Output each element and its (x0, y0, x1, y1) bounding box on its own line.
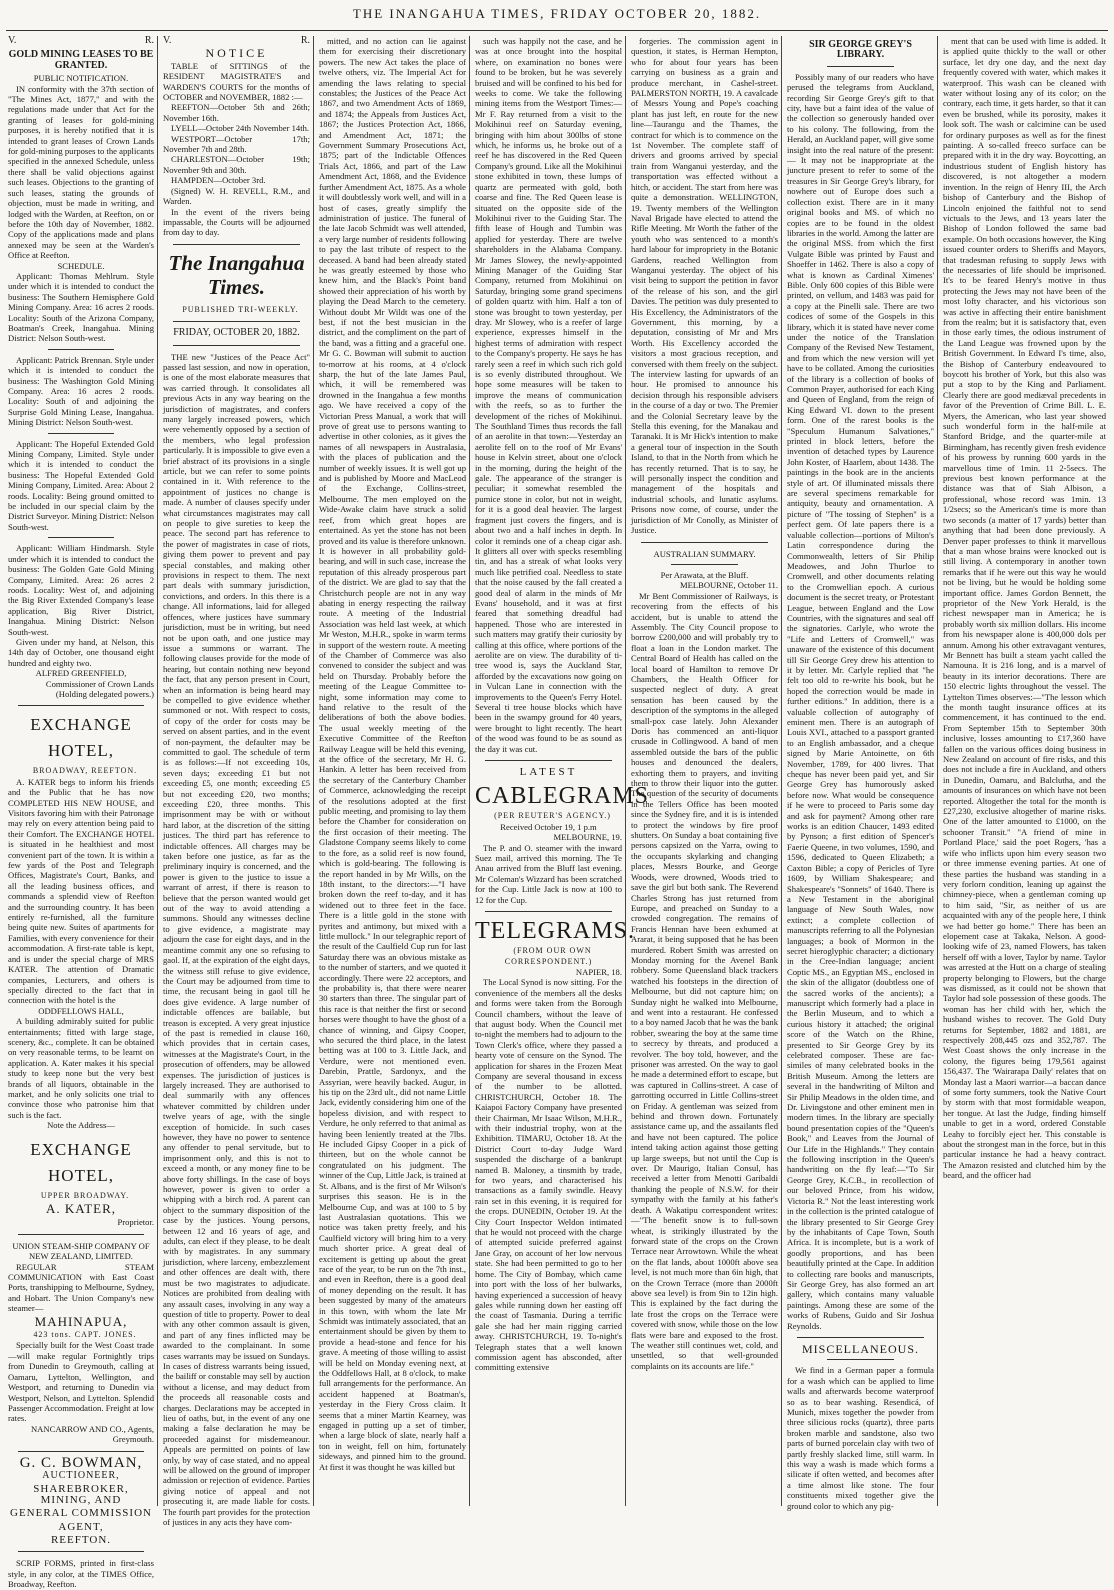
divider (797, 1337, 924, 1338)
column-divider (625, 36, 626, 1506)
note-address: Note the Address— (47, 1120, 115, 1131)
divider (173, 345, 300, 346)
miscellaneous-title: MISCELLANEOUS. (801, 1341, 919, 1356)
divider (18, 1551, 144, 1552)
proprietor-label: Proprietor. (117, 1217, 154, 1228)
telegrams-title: TELEGRAMS. (475, 918, 635, 945)
australian-body: Mr Bent Commissioner of Railways, is recovering from the effects of his accident, but is unable to attend the Assembly. The City Council propose to borrow £200,000 and will probably try to float a loan in the London market. The Central Board of Health has called on the local board of Hamilton to remove Dr Chambers, the Health Officer for suspected neglect of duty. A great sensation has been caused by the description of the symptoms in the alleged small-pox case lately. John Alexander Doris has commenced an anti-liquor crusade in Collingwood. A band of men assembled outside the bars of the public houses and denounced the dealers, exhorting them to prayers, and inviting them to throw their liquor into the gutter. The question of the security of documents in the Tellers Office has been mooted since the Sydney fire, and it is is intended to protect the windows by fire proof shutters. On Sunday a boat containing five persons capsized on the Yarra, owing to the occupants skylarking and changing places, Messrs Bourke, and George Woods, were drowned, Woods tried to save the girl but both sank. The Reverend Charles Strong has just returned from Europe, and preached on Sunday to a crowded congregation. The remains of Francis Hennan have been exhumed at Ararat, it being supposed that he has been murdered. Robert Smith was arrested on Monday morning for the Avenel Bank robbery. Some Queensland black trackers watched his footsteps in the direction of Melbourne, but did not capture him; on Sunday night he walked into Melbourne, and went into a restaurant. He confessed to a boy named Jacob that he was the bank robber, swearing the boy at the same time to secrecy by threats, and produced a revolver. The boy told, however, and the prisoner was arrested. On the way to gaol he made a determined effort to escape, but was captured in Collins-street. A case of garrotting occurred in Little Collins-street on Friday. A gentleman was seized from behind and thrown down. Fortunately assistance came up, and the assailants fled and have not been captured. The police intend taking action against those getting up large sweeps, but not until the Cup is over. Dr Maurigo, Italian Consul, has received a letter from Menotti Garibaldi thanking the people of N.S.W. for their sympathy with the family at his father's death. A Wakatipu correspondent writes:—"The benefit snow is to full-sown wheat, is strikingly illustrated by the forward state of the crops on the Crown Terrace near Arrowtown. While the wheat on the flat lands, about 1000ft above sea level, is not much more than 6in high, that on the Crown Terrace (more than 2000ft above sea level) is from 9in to 12in high. This is explained by the fact during the late frost the crops on the Terrace were covered with snow, while those on the low flats were bare and exposed to the frost. The weather still continues wet, cold, and unsettled, so that well-grounded complaints on its accounts are life." (631, 590, 778, 1371)
applicant-entry: Applicant: The Hopeful Extended Gold Mining Company, Limited. Style under which it is intended to conduct the business: The Hopeful Extended Gold Mining Company, Limited. Area: About 2 roods. Locality: Being ground omitted to be included in our special claim by the District Surveyor. Mining District: Nelson South-west. (8, 438, 154, 532)
royal-cipher: V. R. (8, 35, 154, 46)
signature-name: ALFRED GREENFIELD, (35, 668, 127, 679)
column-3 (317, 36, 468, 1508)
miscellaneous-body: We find in a German paper a formula for a wash which can be applied to lime walls and afterwards become waterproof so as to bear washing. Resendicá, of Munich, mixes together the powder from three silicious rocks (quartz), three parts broken marble and sandstone, also two parts of burned porcelain clay with two of partly freshly slacked lime, still warm. In this way a wash is made which forms a silicate if often wetted, and becomes after a time almost like stone. The four constituents mixed together give the ground color to which any pig- (787, 1365, 934, 1511)
reuter-label: (PER REUTER'S AGENCY.) (494, 811, 611, 821)
column-6 (785, 36, 936, 1511)
dateline: MELBOURNE, 19. (553, 832, 622, 843)
column-4 (473, 36, 650, 1508)
divider (671, 564, 738, 565)
given-text: Given under my hand, at Nelson, this 14th day of October, one thousand eight hundred and eighty two. (8, 636, 154, 668)
editorial-body: THE new "Justices of the Peace Act" passed last session, and now in operation, is one of the most elaborate measures that was carried through. It consolidates all previous Acts in any way bearing on the jurisdiction of magistrates, and confers many largely increased powers, which were vehemently opposed by a section of the members, who legal profession particularly. It is impossible to give even a brief abstract of its provisions in a single article, but we can refer to some points contained in it. With reference to the appointment of justices no change is made. A number of clauses specify under what circumstances magistrates may call on people to give sureties to keep the peace. The second part has reference to the power of magistrates in case of riots, giving them power to prevent and pay special constables, and making other provisions in respect to them. The next part deals with summary jurisdiction, convictions, and orders. In this there is a change. All informations, laid for alleged offences, where justices have summary jurisdiction, must be in writing, but need not be upon oath, and one justice may issue a summons or warrant. The following clauses provide for the mode of hearing, but contain nothing new beyond the fact, that any person present in Court, when an information is being heard may be compelled to give evidence whether summoned or not. With respect to costs, of copy of the order for costs may be served on absent parties, and in the event of non-payment, the defaulter may be committed to gaol. The schedule of term is as follows:—If not exceeding 10s, seven days; exceeding £1 but not exceeding £5, one month; exceeding £5 but not exceeding £20, two months; exceeding £20, three months. This imprisonment may be with or without hard labor, at the discretion of the sitting justices. The third part has reference to indictable offences. All charges may be taken before one justice, as far as the preliminary inquiry is concerned, and the power is given to the justice to issue a warrant of arrest, if there is reason to believe that the person wanted would get out of the way to avoid attending a summons. Should any witnesses decline to give evidence, a magistrate may adjourn the case for eight days, and in the meantime commit any one so refusing to gaol. If, at the expiration of the eight days, the witness still refuse to give evidence, the Court may be adjourned from time to time, the recusant being in gaol till he does give evidence. A large number of indictable offences are bailable, but treason is excepted. A very great injustice of the past is remedied in clause 160, which provides that in certain cases, witnesses at the Magistrate's Court, in the prosecution of offenders, may be allowed expenses. The jurisdiction of justices is largely increased. They are authorised to deal summarily with any offences whatever committed by children under twelve years of age, with the single exception of homicide. In such cases however, they have no power to sentence any offender to penal servitude, but to imprisonment only, and this is not to exceed a month, or any money fine to be above forty shillings. In the case of boys however, power is given to order a whipping with a birch rod. A parent can object to the summary disposition of the case by the justices. Young persons, between 12 and 16 years of age, and adults, can elect if they please, to be dealt with by magistrates. In any summary jurisdiction, where larceny, embezzlement and other offences are dealt with, there must be two magistrates to adjudicate. Notices are prohibited from dealing with any assault cases, involving in any way a question of title to property. Power to deal with any other common assault is given, and part of any fines inflicted may be awarded to the complainant. In some cases warrants may be issued on Sundays. In cases of distress warrants being issued, the bailiff or constable may sell by auction without a license, and may deduct from the proceeds all reasonable costs and charges. Declarations may be accepted in lieu of oaths, but, in the event of any one making a false declaration he may be proceeded against for misdemeanour. Appeals are permitted on points of law only, by way of case stated, and no appeal will be allowed on the ground of improper admission or rejection of evidence. Parties giving notice of appeal and not prosecuting it, are made liable for costs. The fourth part provides for the protection of justices in any acts they have com- (163, 351, 310, 1528)
proprietor-name: A. KATER, (45, 1201, 117, 1216)
dateline: MELBOURNE, October 11. (679, 580, 778, 591)
cablegrams-title: CABLEGRAMS (475, 783, 650, 810)
sitting-entry: WESTPORT—October 17th; November 7th and 28th. (163, 133, 310, 155)
royal-cipher: V. R. (163, 35, 310, 46)
masthead-title: The Inangahua Times. (168, 250, 305, 299)
gold-leases-subtitle: PUBLIC NOTIFICATION. (33, 73, 129, 84)
issue-date: FRIDAY, OCTOBER 20, 1882. (173, 327, 300, 339)
divider (48, 433, 114, 434)
ship-sub: 423 tons. CAPT. JONES. (33, 1330, 137, 1340)
library-title: SIR GEORGE GREY'S LIBRARY. (809, 39, 912, 61)
dateline: NAPIER, 18. (575, 966, 622, 977)
applicant-entry: Applicant: Patrick Brennan. Style under which it is intended to conduct the business: The Washington Gold Mining Company. Area: 16 acres 2 roods. Locality: South of and adjoining the Surprise Gold Mining Lease, Inangahua. Mining District: Nelson South-west. (8, 354, 154, 428)
auctioneer: AUCTIONEER, (42, 1469, 120, 1481)
page-header: THE INANGAHUA TIMES, FRIDAY OCTOBER 20, 1882. (352, 6, 762, 21)
column-divider (469, 36, 470, 1506)
column-5 (629, 36, 780, 1508)
gold-leases-body: IN conformity with the 37th section of "The Mines Act, 1877," and with the regulations made under that Act for the granting of leases for gold-mining purposes, it is hereby notified that it is intended to grant leases of Crown Lands for gold-mining purposes to the applicants specified in the annexed Schedule, unless there shall be valid objections against such leases. Objections to the granting of such leases, stating the grounds of objection, must be made in writing, and lodged with the Warden, at Reefton, on or before the 10th day of November, 1882. Copy of the applications made and plans annexed may be seen at the Warden's Office at Reefton. (8, 83, 154, 261)
sitting-entry: CHARLESTON—October 19th; November 9th and 30th. (163, 154, 310, 175)
column-divider (157, 36, 158, 1506)
scrip-ad: SCRIP FORMS, printed in first-class style, in any color, at the TIMES Office, Broadway, Reefton. (8, 1558, 154, 1590)
divider (48, 537, 114, 538)
divider (18, 1451, 144, 1452)
column-divider (313, 36, 314, 1506)
sitting-entry: REEFTON—October 5th and 26th; November 16th. (163, 102, 310, 123)
australian-summary-title: AUSTRALIAN SUMMARY. (653, 548, 756, 559)
signed: (Signed) W. H. REVELL, R.M., and Warden. (163, 185, 310, 207)
notice-heading: NOTICE (205, 46, 268, 61)
divider (18, 705, 144, 706)
header-rule (6, 30, 1108, 31)
hotel-title: EXCHANGE HOTEL, (30, 715, 132, 761)
ship-name: MAHINAPUA, (34, 1313, 128, 1329)
column-7 (941, 36, 1108, 1508)
divider (173, 244, 300, 245)
received-label: Received October 19, 1 p.m (500, 821, 597, 832)
divider (827, 66, 894, 67)
gold-leases-title: GOLD MINING LEASES TO BE GRANTED. (8, 49, 154, 71)
hotel-place: BROADWAY, REEFTON. (32, 766, 138, 776)
library-body: Possibly many of our readers who have perused the telegrams from Auckland, recording Sir George Grey's gift to that city, have but a faint idea of the value of the collection so generously handed over to his colony. The following, from the Herald, an Auckland paper, will give some insight into the real nature of the present:— It may not be inappropriate at the juncture present to refer to some of the treasures in Sir George Grey's library, for nowhere out of Europe does such a collection exist. There are in it many original books and MS. of which no copies are to be found in the oldest libraries in the world. Among the latter are the original MSS. from which the first Vulgate Bible was printed by Faust and Shoeffer in 1462. There is also a copy of what is known as Cardinal Ximenes' Bible. Only 600 copies of this Bible were printed, on vellum, and 1483 was paid for a copy at the Pinelli sale. There are two codices of some of the Gospels in this library, which it is stated have never come under the notice of the Translation Company of the Revised New Testament, and from which the new version will yet have to be collated. Among the curiosities of the library is a collection of books of Common Prayer, authorised for each King and Queen of England, from the reign of King Edward VI. down to the present form. One of the rarest books is the "Speculum Humanum Salvationes," printed in block letters, before the invention of detached types by Laurence John Koster, of Haarlem, about 1438. The paintings in the book are in the ancients style of art. Of illuminated missals there are several specimens remarkable for antiquity, beauty and ornamentation. A picture of "The tossing of Stephen" is a perfect gem. Of late papers there is a valuable collection—portions of Milton's Latin correspondence during the Commonwealth, letters of Sir Philip Meadowes, and John Thurloe to Cromwell, and other documents relating to the Cromwellian epoch. A curious document is the secret treaty, or Protestant League, between England and the Low Countries, with the signatures and seal off the signatories. Carlyle, who wrote the "Life and Letters of Cromwell," was unaware of the existence of this document till Sir George Grey drew his attention to it by letter. Mr. Carlyle replied that "he felt too old to re-write his book, but he hoped the correction would be made in further editions." In addition, there is a valuable collection of autography of eminent men. There is an autograph of Louis XVI., attached to a passport granted to an English ambassador, and a cheque signed by Marie Antoinette, on 6th November, 1789, for 400 livres. That cheque has never been paid yet, and Sir George Grey has humorously asked before now. What would be consequence if he were to proceed to Paris some day and ask for payment? Among other rare works is an edition Chaucer, 1493 edited by Pynson; a first edition of Spencer's Faerie Queene, in two volumes, 1590, and 1596, dedicated to Queen Elizabeth; a Caxton Bible; a copy of Pericles of Tyre 1609, by William Shakespeare; and Shakespeare's "Sonnets" of 1640. There is a New Testament in the aboriginal language of New South Wales, now extinct; a complete collection of manuscripts referring to all the Polynesian languages; a book of Mormon in the secret hieroglyphic character; a dictionary in the Cree-Indian language; ancient Coptic MS., an Egyptian MS., enclosed in the skin of the alligator (doubtless one of the sacred works of the ancients); a manuscript which formerly had a place in the Berlin Museum, and to which a curious history it attached; the original score of the Watch on the Rhine, presented to Sir George Grey by its celebrated composer. These are fac-similes of many celebrated books in the British Museum. Among the letters are several in the handwriting of Milton and Sir Philip Meadows in the olden time, and Dr. Livingstone and other eminent men in modern times. In the library are specially bound presentation copies of the "Queen's Book," and Leaves from the Journal of Our Life in the Highlands." They contain the following inscription in the Queen's handwriting on the fly leaf:—"To Sir George Grey, K.C.B., in recollection of our beloved Prince, from his widow, Victoria R." Not the least interesting work in the collection is the printed catalogue of the library presented to Sir George Grey by the inhabitants of Cape Town, South Africa. It is incomplete, but is a work of goodly proportions, and has been beautifully printed at the Cape. In addition to collecting rare books and manuscripts, Sir George Grey, has also formed an art gallery, which contains many valuable paintings. Among these are some of the works of Rubens, Guido and Sir Joshua Reynolds. (787, 71, 934, 1331)
divider (485, 911, 612, 912)
hotel-place-2: UPPER BROADWAY. (40, 1190, 130, 1200)
applicant-entry: Applicant: William Hindmarsh. Style under which it is intended to conduct the business: The Golden Gate Gold Mining Company, Limited. Area: 26 acres 2 roods. Locality: West of, and adjoining the Big River Extended Company's lease application, Big River District, Inangahua. Mining District: Nelson South-west. (8, 543, 154, 637)
commission: GENERAL COMMISSION (10, 1507, 152, 1520)
schedule-heading: SCHEDULE. (57, 260, 105, 271)
latest-label: LATEST (519, 766, 578, 779)
news-body: mitted, and no action can lie against them for exercising their discretionary powers. The new Act takes the place of twelve others, viz. The Imperial Act for amending the laws relating to special constables; the Justices of the Peace Act 1867, and two Amendment Acts of 1869, and 1874; the Appeals from Justices Act, 1867; the Justices Protection Act, 1866, and Amendment Act, 1871; the Government Summary Prosecutions Act, 1875; part of the Indictable Offences Trials Act, 1866, and part of the Law Amendment Act, 1868, and the Evidence further Amendment Act, 1875. As a whole it will doubtlessly work well, and will in a host of cases, greatly simplify the administration of justice. The funeral of the late Jacob Schmidt was well attended, a very large number of residents following to pay the last tribute of respect to the deceased. A band had been already stated he was greatly esteemed by those who knew him, and the Black's Point band showed their appreciation of his worth by playing the Dead March to the cemetery. Without doubt Mr Wildt was one of the best, if not the best musician in the district, and the compliment on the part of the band, was a fitting and a graceful one. Mr G. C. Bowman will submit to auction to-morrow at his rooms, at 4 o'clock sharp, the hut of the late James Paul, which, it will be remembered was drowned in the Inangahua a few months ago. We have received a copy of the Victorian Press Manual, a work that will prove of great use to persons wanting to advertise in other colonies, as it gives the names of all newspapers in Australasia, with the places of publication and the number of weekly issues. It is well got up and is published by Moore and MacLeod of the Exchange, Collins-street, Melbourne. The men employed on the Wide-Awake claim have struck a solid reef, from which great hopes are entertained. As yet the stone has not been proved and its value is therefore unknown. It is however in all probability gold-bearing, and will in such case, increase the reputation of this already prosperous part of the district. We are glad to say that the Christchurch people are not in any way abating in energy respecting the railway route. A meeting of the Industrial Association was held last week, at which Mr Weston, M.H.R., spoke in warm terms in support of the western route. A meeting of the Chamber of Commerce was also convened to consider the subject and was held on Thursday. Probably before the meeting of the League Committee to-night, some information may come to hand relative to the result of the deliberations of both the above bodies. The usual weekly meeting of the Executive Committee of the Reefton Railway League will be held this evening, at the office of the secretary, Mr H. G. Hankin. A letter has been received from the secretary of the Canterbury Chamber of Commerce, acknowledging the receipt of the resolutions adopted at the first public meeting, and promising to lay them before the Chamber for consideration on the first occasion of their meeting. The Gladstone Company seems likely to come to the fore, as a solid reef is now found, which is gold-bearing. The following is the report handed in by Mr Wills, on the 18th instant, to the directors:—"I have broken down the reef to-day, and it has widened out to three feet in the face. There is a little gold in the stone with pyrites and antimony, but mixed with a little mullock." In our telegraphic report of the result of the Caulfield Cup run for last Saturday there was an obvious mistake as to the number of starters, and we quoted it accordingly. There were 22 acceptors, and the probability is, that there were nearer 30 starters than three. The singular part of this race is that neither the first or second horses were thought to have the ghost of a chance of winning, and Gipsy Cooper, who secured the third place, in the latest betting was at 100 to 3. Little Jack, and Verdure, were not mentioned even. Darebin, Prattle, Sardonyx, and the Assyrian, were heavily backed. Augur, in his tip on the 23rd ult., did not name Little Jack, evidently considering him one of the hopeless division, and with respect to Verdure, he only referred to that animal as having been leniently treated at the 7lbs. He included Gipsy Cooper in a pick of thirteen, but on the whole cannot be congratulated on his judgment. The winner of the Cup, Little Jack, is trained at St. Albans, and is the first of Mr Wilson's surprises this season. He is in the Melbourne Cup, and was at 100 to 5 by last Australasian quotations. This we notice was taken pretty freely, and his Caulfield victory will bring him to a very much shorter price. A great deal of excitement is getting up about the great race of the year, to be run on the 7th inst., and even in Reefton, there is a good deal of money depending on the result. It has been suggested by many of the amateurs in this town, with whom the late Mr Schmidt was intimately associated, that an entertainment should be given by them to provide a head-stone and fence for his grave. A meeting of those willing to assist will be held on Monday evening next, at the Oddfellows Hall, at 8 o'clock, to make full arrangements for the performance. An accident happened at Boatman's, yesterday in the Fiery Cross claim. It seems that a miner Martin Kearney, was engaged in putting up a set of timber, when a large block of slate, nearly half a ton in weight, fell on him, fortunately sideways, and pinned him to the ground. At first it was thought he was killed but (319, 36, 467, 1472)
agents: NANCARROW AND CO., Agents, Greymouth. (30, 1423, 154, 1445)
telegrams-continued: forgeries. The commission agent in question, it states, is Herman Hempton, who for about four years has been carrying on business as a grain and produce merchant, in Cashel-street. PALMERSTON NORTH, 19. A cavalcade of Messrs Young and Pope's coaching plant has just left, en route for the new line—Taurangu and the Thames, the contract for which is to commence on the 1st November. The complete staff of drivers and grooms arrived by special train from Wanganui yesterday, and the transportation was effected without a hitch, or accident. The start from here was quite a demonstration. WELLINGTON, 19. Twenty members of the Wellington Naval Brigade have elected to attend the Rifle Meeting. Mr Worth the father of the youth who was sentenced to a month's hard labour for impropriety in the Botanic Gardens, reached Wellington from Wanganui yesterday. The object of his visit being to support the petition in favor of the release of his son, and the girl Davies. The petition was duly presented to His Excellency, the Administrators of the Government, this morning, by a deputation, consisting of Mr and Mrs Worth. His Excellency accorded the visitors a most gracious reception, and conversed with them freely on the subject. The interview lasting for upwards of an hour. He promised to announce his decision through his responsible advisers in the course of a day or two. The Premier and the Colonial Secretary leave by the Stella this evening, for the Manakau and Taranaki. It is Mr Hick's intention to make a general tour of inspection in the South Island, to that in the North from which he has recently returned. That is to say, he will personally inspect the condition and management of the hospitals and industrial schools, and lunatic asylums. Prisons now come, of course, under the jurisdiction of Mr Conolly, as Minister of Justice. (631, 36, 778, 536)
divider (485, 760, 612, 761)
correspondent-label: (FROM OUR OWN CORRESPONDENT.) (504, 946, 593, 966)
news-body: such was happily not the case, and he was at once brought into the hospital where, on examination no bones were found to be broken, but he was severely bruised and will be confined to his bed for weeks to come. We take the following mining items from the Westport Times:—Mr F. Ray returned from a visit to the Mokihinui reef on Saturday evening, bringing with him about 300lbs of stone which, he informs us, he broke out of a reef he has discovered in the Red Queen Company's ground. Like all the Mokihinui stone exhibited in town, these lumps of quartz are permeated with gold, both coarse and fine. The Red Queen lease is situated on the opposite side of the Mokihinui river to the Guiding Star. The fifth lease of Hough and Tumbin was applied for yesterday. There are twelve shareholders in the Alabama Company. Mr James Slowey, the newly-appointed Mining Manager of the Guiding Star Company, returned from Mokihinui on Saturday, bringing some grand specimens of golden quartz with him. Half a ton of stone was brought to town yesterday, per dray. Mr Slowey, who is a reefer of large experience, expresses himself in the highest terms of admiration with respect to the Company's property. He says he has rarely seen a reef in which such rich gold is so evenly distributed throughout. We hope some measures will be taken to improve the means of communication with the reefs, so as to further the development of the riches of Mokihinui. The Southland Times thus records the fall of an aerolite in that town:—Yesterday an aerolite fell on to the roof of Mr Evans' house in Kelvin street, about one o'clock in the morning, during the height of the gale. The appearance of the stranger is peculiar; it somewhat resembled the pumice stone in color, but not in weight, for it is a good deal heavier. The largest fragment just covers the fingers, and is about two and a half inches in depth. In color it reminds one of a cheap cigar ash. It glitters all over with specks resembling tin, and has a streak of what looks very much like petrified coal. Needless to state that the noise caused by the fall created a good deal of alarm in the minds of Mr Evans' household, and it was at first feared that something dreadful had happened. Those who are interested in such matters may gratify their curiosity by calling at this office, where portions of the aerolite are on view. The durability of ti-tree wood is, says the Auckland Star, afforded by the excavations now going on in Vulcan Lane in connection with the improvements to the Queen's Ferry Hotel. Several ti tree house blocks which have been in the swampy ground for 40 years, were brought to light recently. The heart of the wood was found to be as sound as the day it was cut. (475, 36, 622, 754)
divider (48, 349, 114, 350)
cables-body: The P. and O. steamer with the inward Suez mail, arrived this morning. The Te Anau arrived from the Bluff last evening. Mr Coleman's Wizzard has been scratched for the Cup. Little Jack is now at 100 to 12 for the Cup. (475, 842, 622, 905)
rivers-note: In the event of the rivers being impassable, the Courts will be adjourned from day to day. (163, 206, 310, 238)
column-1 (6, 35, 156, 1590)
column-divider (937, 36, 938, 1506)
hotel-body: A. KATER begs to inform his friends and the Public that he has now COMPLETED HIS NEW HOUSE, and Visitors favoring him with their Patronage may rely on every attention being paid to their Comfort. The EXCHANGE HOTEL is situated in he healthiest and most convenient part of the town. It is within a few yards of the Post and Telegraph Offices, Magistrate's Court, Banks, and all the leading business offices, and commands a splendid view of Reefton and the surrounding country. It has been entirely re-furnished, all the furniture being quite new. Suites of apartments for Families, with every convenience for their accommodation. A first-rate table is kept, and is under the special charge of MRS KATER. The attention of Dramatic companies, Lecturers, and others is specially directed to the fact that in connection with the hotel is the (8, 776, 154, 1006)
hotel-title-2: EXCHANGE HOTEL, (30, 1139, 132, 1185)
sharebroker: SHAREBROKER, MINING, AND (33, 1483, 129, 1506)
sitting-entry: LYELL—October 24th November 14th. (171, 123, 310, 134)
oddfellows-title: ODDFELLOWS HALL, (38, 1005, 124, 1016)
column-divider (781, 36, 782, 1506)
reefton-label: REEFTON. (50, 1533, 112, 1546)
divider (18, 1234, 144, 1235)
bowman-title: G. C. BOWMAN, (19, 1454, 143, 1471)
column-2 (161, 35, 312, 1528)
sitting-entry: HAMPDEN—October 3rd. (171, 175, 266, 186)
miscellaneous-continued: ment that can be used with lime is added. It is applied quite thickly to the wall or other surface, let dry one day, and the next day frequently covered with water, which makes it waterproof. This wash can be cleaned with water without losing any of its color; on the contrary, each time, it gets harder, so that it can even be brushed, while its porosity, makes it look soft. The wash or calcimine can be used for ordinary purposes as well as for the finest painting. A so-called freeco surface can be prepared with it in the dry way. Boycotting, an industrious student of English history has discovered, is not altogether a modern invention. In the reign of Henry III, the Arch bishop of Canterbury and the Bishop of Lincoln enjoined the faithful not to send victuals to the Jews, and 13 years later the Bishop of London followed the same bad example. On both occasions however, the King issued counter orders to Sheriffs and Mayors, that tradesman refusing to supply Jews with the necessaries of life should be imprisoned. It's to be feared Henry's motive in thus protecting the Jews may not have been of the most lofty character, and his victorious son was active in affecting their entire banishment from the realm; but it is satisfactory that, even in those early times, the odious instrument of the Land League was frowned upon by the British Government. In Edward I's time, also, the Bishop of Canterbury endeavoured to boycott his brother of York, but this also was put a stop to by the King and Parliament. Clearly there are good mediæval precedents in favor of the Prevention of Crime Bill. L. E. Myers, the American, who last year showed such wonderful form in the half-mile at Stanford Bridge, and the quarter-mile at Birmingham, has recently given fresh evidence of his prowess by running 600 yards in the marvellous time of 1min. 11 2-5secs. The previous best known performance at the distance was that of Siah Albison, a professional, whose record was 1min. 13 1/2secs; so the American's time is more than two seconds (a matter of 17 yards) better than anything that had been done previously. A Denver paper professes to think it marvellous that a man whose brains were knocked out is still living. A contemporary in another town remarks that if he were out this way he would not be living, but he would be holding some important office. James Gordon Bennett, the proprietor of the New York Herald, is the richest newspaper man in America; he is probably worth six million dollars. His income from his newspaper alone is 400,000 dols per annum. Among his other extravagant ventures, Mr Bennett has built a steam yacht called the Namouna. It is 216 long, and is a marvel of beauty in its interior decorations. There are 150 electric lights throughout the vessel. The Lyttelton Times observes:—"The lesson which the month taught insurance offices at its commencement, it has continued to the end. From September 15th to September 30th inclusive, losses amounting to £17,360 have fallen on the various offices doing business in New Zealand on account of fire risks, and this does not include a fire in Auckland, and others in Dunedin, Oamaru, and Balclutha, and the amounts of insurances on which have not been reported. Altogether the total for the month is £27,230, exclusive altogether of marine risks. One of the latter amounted to £1000, on the schooner Transit." "A friend of mine in Portland Place,' said the poet Rogers, 'has a wife who inflicts upon him every season two or three immense evening parties. At one of these parties the husband was standing in a very forlorn condition, leaning up against the chimney-piece, when a gentleman coming up to him said, "Sir, as neither of us are acquainted with any of the people here, I think we had better go home." There has been an elopement case at Takaka, Nelson. A good-looking wife of 23, named Flowers, has taken herself off with a lover, Taylor by name. Taylor was arrested at the Hutt on a charge of stealing property belonging to Flowers, but the charge was dismissed, as it could not be shown that Taylor had sole possession of these goods. The woman has her child with her, which the husband wishes to recover. The Gold Duty returns for September, 1882 and 1881, are respectively 208,445 ozs and 352,787. The West Coast shows the only increase in the colony, the figures being 179,561 against 156,437. The 'Wairarapa Daily' relates that on Monday last a Maori warrior—a baccan dance of some forty summers, took the Native Court by storm with that most formidable weapon, her tongue. At last the Judge, finding himself unable to get in a word, ordered Constable Leahy to forcibly eject her. This constable is about the strongest man in the force, but in this particular instance he had a heavy contract. The Amazon resisted and clutched him by the beard, and the officer had (943, 36, 1106, 1181)
sittings-intro: TABLE of SITTINGS of the RESIDENT MAGISTRATE'S and WARDEN'S COURTS for the months of OCTOBER and NOVEMBER, 1882 :— (163, 60, 310, 103)
divider (173, 321, 300, 322)
signature-title: Commissioner of Crown Lands (Holding delegated powers.) (45, 678, 154, 699)
union-title: UNION STEAM-SHIP COMPANY OF NEW ZEALAND, LIMITED. (12, 1240, 150, 1262)
divider (641, 542, 768, 543)
applicant-entry: Applicant: Thomas Mehlrum. Style under which it is intended to conduct the business: The Southern Hemisphere Gold Mining Company. Area: 16 acres 2 roods. Locality: South of the Arizona Company, Boatman's Creek, Inangahua. Mining District: Nelson South-west. (8, 270, 154, 344)
ship-body: Specially built for the West Coast trade—will make regular Fortnightly trips from Dunedin to Greymouth, calling at Oamaru, Lyttelton, Wellington, and Westport, and returning to Dunedin via Westport, Nelson, and Lyttelton. Splendid Passenger Accommodation. Freight at low rates. (8, 1340, 154, 1424)
union-body: REGULAR STEAM COMMUNICATION with East Coast Ports, transhipping to Melbourne, Sydney, and Hobart. The Union Company's new steamer— (8, 1261, 154, 1314)
arawata-label: Per Arawata, at the Bluff. (660, 569, 749, 580)
agent-label: AGENT, (58, 1520, 104, 1533)
published-label: PUBLISHED TRI-WEEKLY. (182, 304, 299, 314)
divider (827, 1359, 894, 1360)
telegrams-body: The Local Synod is now sitting. For the convenience of the members all the desks and forms were taken from the Borough Council chambers, without the leave of that august body. When the Council met to-night the members had to adjourn to the Town Clerk's office, where they passed a hearty vote of censure on the Synod. The application for shares in the Frozen Meat Company are several thousand in excess of the number to be allotted. CHRISTCHURCH, October 18. The Kaiapoi Factory Company have presented their Chairman, Mr Isaac Wilson, M.H.R., with their industrial trophy, won at the Exhibition. TIMARU, October 18. At the District Court to-day Judge Ward suspended the discharge of a bankrupt named B. Maloney, a tinsmith by trade, for two years, and characterised his transactions as a family swindle. Heavy rain set in this evening, it is required for the crops. DUNEDIN, October 19. At the City Court Inspector Weldon intimated that he would not proceed with the charge of attempted suicide preferred against Jane Gray, on account of her low nervous state. She had been permitted to go to her home. The City of Bombay, which came into port with the loss of her bulwarks, having experienced a succession of heavy gales while running down her easting off the coast of Tasmania. During a terrific gale she had her main rigging carried away. CHRISTCHURCH, 19. To-night's Telegraph states that a well known commission agent has absconded, after committing extensive (475, 977, 622, 1373)
oddfellows-body: A building admirably suited for public entertainments; fitted with large stage, scenery, &c., complete. It can be obtained on very reasonable terms, to be learnt on application. A. Kater makes it his special study to keep none but the very best brands of all liquors, obtainable in the market, and he only solicits one trial to convince those who patronise him that such is the fact. (8, 1016, 154, 1120)
